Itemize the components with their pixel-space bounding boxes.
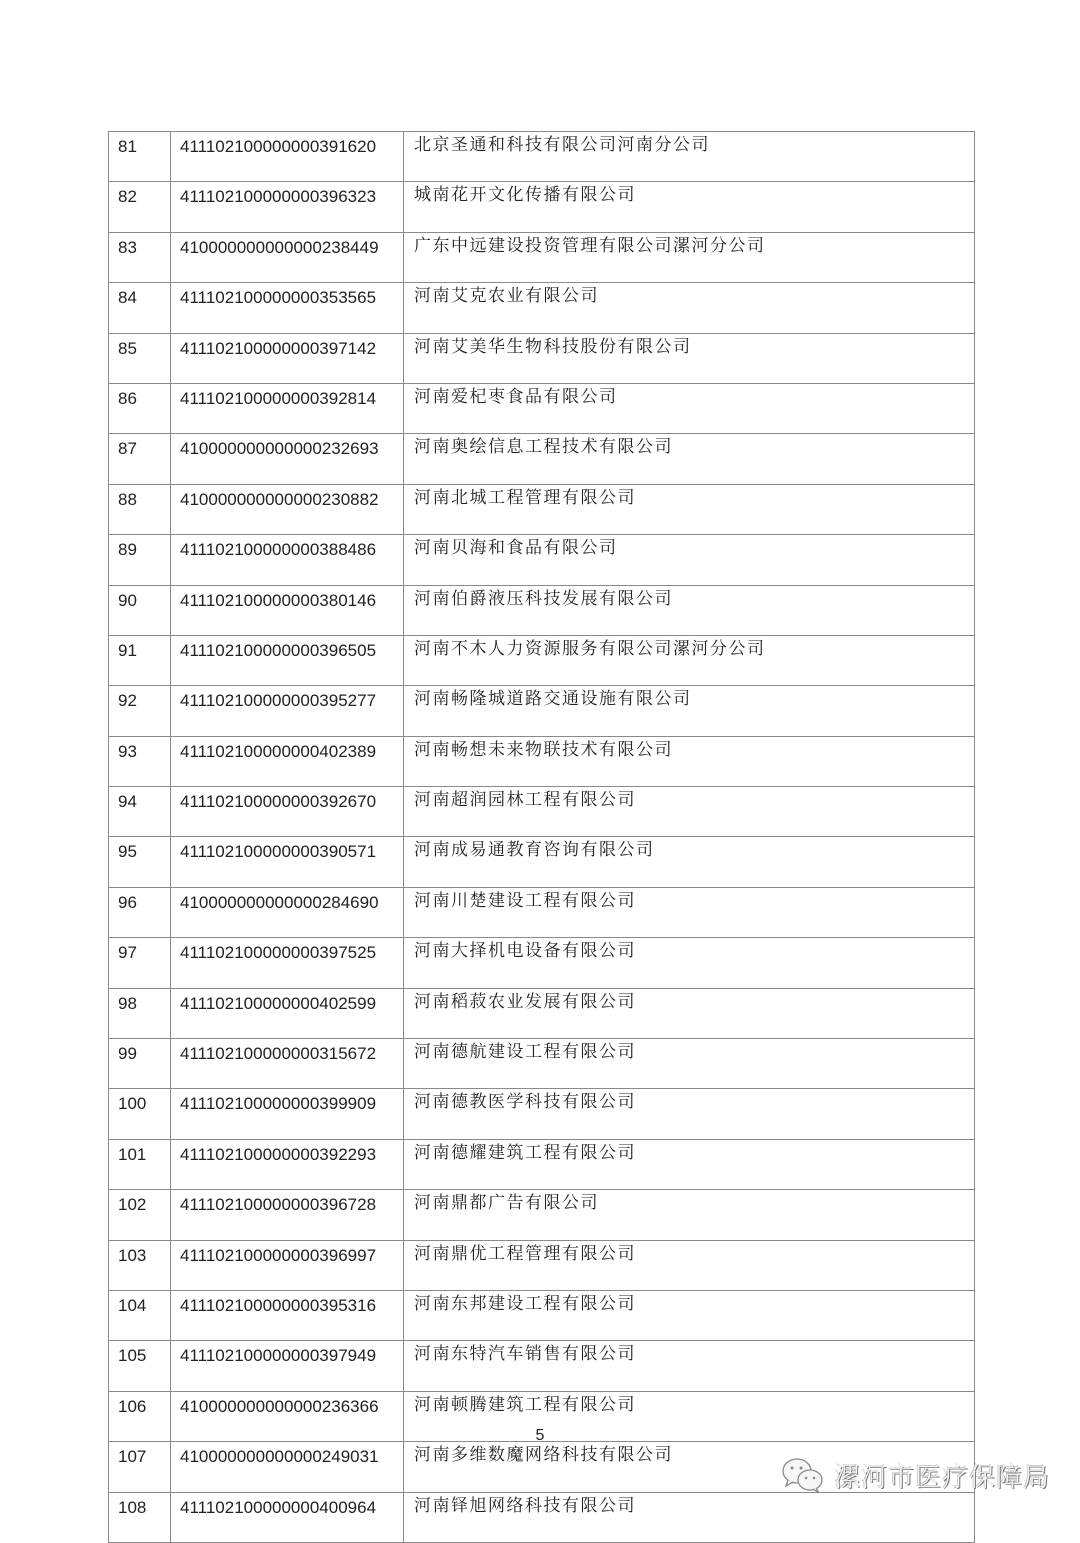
row-number: 88 [109, 484, 171, 534]
row-number: 99 [109, 1039, 171, 1089]
unit-code: 410000000000000284690 [171, 887, 404, 937]
table-row [109, 787, 975, 837]
company-name: 河南艾美华生物科技股份有限公司 [404, 333, 975, 383]
company-name: 河南鼎都广告有限公司 [404, 1190, 975, 1240]
table-row [109, 1190, 975, 1240]
company-name: 河南伯爵液压科技发展有限公司 [404, 585, 975, 635]
company-name: 河南德耀建筑工程有限公司 [404, 1139, 975, 1189]
table-row [109, 635, 975, 685]
row-number: 96 [109, 887, 171, 937]
unit-code: 410000000000000238449 [171, 232, 404, 282]
row-number: 107 [109, 1442, 171, 1492]
company-name: 城南花开文化传播有限公司 [404, 182, 975, 232]
table-row [109, 484, 975, 534]
unit-code: 411102100000000396505 [171, 635, 404, 685]
company-name: 河南德教医学科技有限公司 [404, 1089, 975, 1139]
table-row [109, 585, 975, 635]
unit-code: 411102100000000315672 [171, 1039, 404, 1089]
row-number: 94 [109, 787, 171, 837]
company-name: 河南大择机电设备有限公司 [404, 938, 975, 988]
watermark [780, 1455, 1050, 1495]
row-number: 102 [109, 1190, 171, 1240]
unit-code: 411102100000000402599 [171, 988, 404, 1038]
company-list-table [108, 131, 975, 1543]
unit-code: 411102100000000395316 [171, 1290, 404, 1340]
row-number: 97 [109, 938, 171, 988]
row-number: 85 [109, 333, 171, 383]
company-name: 河南超润园林工程有限公司 [404, 787, 975, 837]
unit-code: 410000000000000232693 [171, 434, 404, 484]
unit-code: 411102100000000400964 [171, 1492, 404, 1542]
unit-code: 411102100000000395277 [171, 686, 404, 736]
company-name: 北京圣通和科技有限公司河南分公司 [404, 132, 975, 182]
row-number: 82 [109, 182, 171, 232]
unit-code: 410000000000000230882 [171, 484, 404, 534]
row-number: 92 [109, 686, 171, 736]
unit-code: 411102100000000390571 [171, 837, 404, 887]
unit-code: 411102100000000396728 [171, 1190, 404, 1240]
company-name: 河南不木人力资源服务有限公司漯河分公司 [404, 635, 975, 685]
unit-code: 411102100000000391620 [171, 132, 404, 182]
row-number: 93 [109, 736, 171, 786]
table-row [109, 535, 975, 585]
unit-code: 411102100000000388486 [171, 535, 404, 585]
unit-code: 411102100000000392814 [171, 383, 404, 433]
table-row [109, 182, 975, 232]
table-row [109, 283, 975, 333]
unit-code: 411102100000000399909 [171, 1089, 404, 1139]
company-name: 河南奥绘信息工程技术有限公司 [404, 434, 975, 484]
table-body [109, 132, 975, 1543]
row-number: 101 [109, 1139, 171, 1189]
table-row [109, 736, 975, 786]
unit-code: 411102100000000380146 [171, 585, 404, 635]
company-name: 河南顿腾建筑工程有限公司 [404, 1391, 975, 1441]
company-name: 河南东特汽车销售有限公司 [404, 1341, 975, 1391]
company-name: 河南稻菽农业发展有限公司 [404, 988, 975, 1038]
unit-code: 410000000000000236366 [171, 1391, 404, 1441]
company-name: 河南铎旭网络科技有限公司 [404, 1492, 975, 1542]
row-number: 98 [109, 988, 171, 1038]
table-row [109, 887, 975, 937]
row-number: 87 [109, 434, 171, 484]
company-name: 河南畅想未来物联技术有限公司 [404, 736, 975, 786]
unit-code: 411102100000000392293 [171, 1139, 404, 1189]
row-number: 103 [109, 1240, 171, 1290]
company-name: 河南贝海和食品有限公司 [404, 535, 975, 585]
row-number: 81 [109, 132, 171, 182]
row-number: 105 [109, 1341, 171, 1391]
table-row [109, 1089, 975, 1139]
company-name: 河南鼎优工程管理有限公司 [404, 1240, 975, 1290]
row-number: 91 [109, 635, 171, 685]
company-name: 河南成易通教育咨询有限公司 [404, 837, 975, 887]
table-row [109, 132, 975, 182]
table-row [109, 232, 975, 282]
unit-code: 411102100000000396997 [171, 1240, 404, 1290]
company-name: 河南爱杞枣食品有限公司 [404, 383, 975, 433]
unit-code: 411102100000000396323 [171, 182, 404, 232]
company-name: 河南东邦建设工程有限公司 [404, 1290, 975, 1340]
row-number: 95 [109, 837, 171, 887]
row-number: 84 [109, 283, 171, 333]
company-name: 河南多维数魔网络科技有限公司 [404, 1442, 975, 1492]
unit-code: 411102100000000392670 [171, 787, 404, 837]
table-row [109, 1240, 975, 1290]
table-row [109, 383, 975, 433]
table-row [109, 837, 975, 887]
row-number: 89 [109, 535, 171, 585]
company-name: 河南畅隆城道路交通设施有限公司 [404, 686, 975, 736]
unit-code: 411102100000000353565 [171, 283, 404, 333]
row-number: 104 [109, 1290, 171, 1340]
unit-code: 411102100000000397142 [171, 333, 404, 383]
table-row [109, 1039, 975, 1089]
unit-code: 410000000000000249031 [171, 1442, 404, 1492]
page-number: 5 [535, 1427, 545, 1444]
wechat-icon [780, 1456, 826, 1494]
row-number: 83 [109, 232, 171, 282]
row-number: 100 [109, 1089, 171, 1139]
row-number: 90 [109, 585, 171, 635]
table-row [109, 1139, 975, 1189]
table-row [109, 686, 975, 736]
company-name: 河南川楚建设工程有限公司 [404, 887, 975, 937]
table-row [109, 434, 975, 484]
watermark-text: 漯河市医疗保障局 [834, 1462, 1051, 1493]
unit-code: 411102100000000397525 [171, 938, 404, 988]
company-name: 河南德航建设工程有限公司 [404, 1039, 975, 1089]
company-name: 河南北城工程管理有限公司 [404, 484, 975, 534]
unit-code: 411102100000000402389 [171, 736, 404, 786]
table-row [109, 938, 975, 988]
company-name: 河南艾克农业有限公司 [404, 283, 975, 333]
table-row [109, 1290, 975, 1340]
table-row [109, 988, 975, 1038]
unit-code: 411102100000000397949 [171, 1341, 404, 1391]
table-row [109, 333, 975, 383]
row-number: 106 [109, 1391, 171, 1441]
table-row [109, 1341, 975, 1391]
row-number: 108 [109, 1492, 171, 1542]
company-name: 广东中远建设投资管理有限公司漯河分公司 [404, 232, 975, 282]
table-row [109, 1492, 975, 1542]
row-number: 86 [109, 383, 171, 433]
